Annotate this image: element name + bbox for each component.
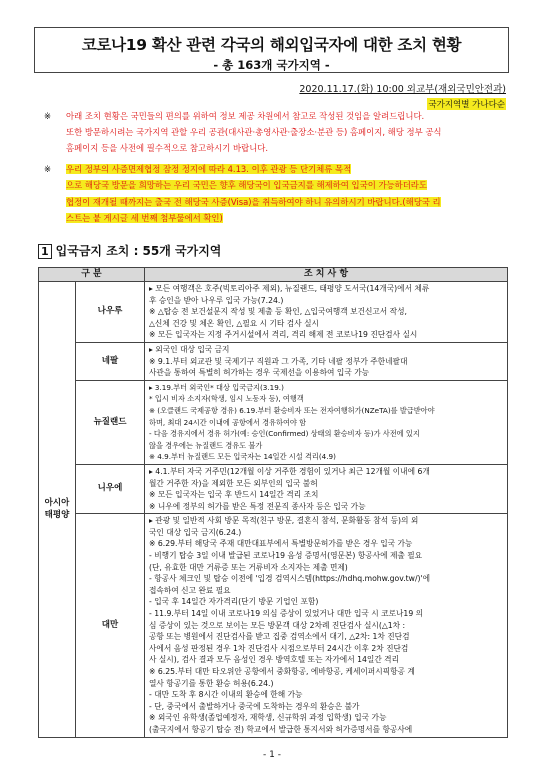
measure-line: * 입시 비자 소지자(학생, 임시 노동자 등), 여행객 bbox=[149, 394, 304, 404]
measure-line: ▸ 관광 및 일반적 사회 방문 목적(친구 방문, 결혼식 참석, 문화활동 참석 등)의 외 bbox=[149, 516, 419, 526]
measure-line: ※ 6.29.부터 해당국 주재 대만대표부에서 특별방문허가를 받은 경우 입국 가능 bbox=[149, 539, 413, 549]
measure-line: ※ 외국인 유학생(졸업예정자, 재학생, 신규학위 과정 입학생) 입국 가능 bbox=[149, 713, 387, 723]
notice-2 bbox=[44, 161, 500, 226]
notice-line: 으로 해당국 방문을 희망하는 우리 국민은 향후 해당국이 입국금지를 해제하여 입국이 가능하더라도 bbox=[66, 180, 427, 191]
notice-line: 스트는 붙 게시글 세 번째 첨부물에서 확인) bbox=[66, 212, 223, 223]
measure-line: ※ 모든 입국자는 지정 주거시설에서 격리, 격리 해제 전 코로나19 진단검사 실시 bbox=[149, 330, 418, 340]
measures-table bbox=[38, 267, 508, 738]
measure-cell bbox=[145, 282, 508, 343]
measure-line: ※ 4.9.부터 뉴질랜드 모든 입국자는 14일간 시설 격리(4.9) bbox=[149, 452, 336, 462]
measure-line: - 11.9.부터 14일 이내 코로나19 의심 증상이 있었거나 대만 입국 시 코로나19 의 bbox=[149, 609, 424, 619]
measure-line: 접속하여 신고 완료 필요 bbox=[149, 585, 231, 595]
measure-line: 심 증상이 있는 것으로 보이는 모든 방문객 대상 2차례 진단검사 실시(△1차 : bbox=[149, 620, 406, 630]
measure-line: ※ 6.25.부터 대만 타오위안 공항에서 중화항공, 에바항공, 케세이퍼시픽항공 계 bbox=[149, 667, 415, 676]
measure-line: ※ 9.1.부터 외교관 및 국제기구 직원과 그 가족, 기타 네팔 정부가 주한네팔대 bbox=[149, 356, 408, 366]
section-number: 1 bbox=[38, 244, 52, 259]
notice-1 bbox=[44, 108, 500, 156]
header-measures: 조 치 사 항 bbox=[145, 268, 508, 282]
country-cell: 나우루 bbox=[76, 282, 145, 343]
table-header-row bbox=[39, 268, 508, 282]
measure-line: ※ (오클랜드 국제공항 경유) 6.19.부터 환승비자 또는 전자여행허가(NZeTA)를 발급받아야 bbox=[149, 405, 435, 415]
measure-line: - 항공사 체크인 및 탑승 이전에 '입경 검역시스템(https://hdhq.mohw.gov.tw/)'에 bbox=[149, 574, 431, 584]
measure-line: 후 승인을 받아 나우루 입국 가능(7.24.) bbox=[149, 295, 284, 305]
table-row bbox=[39, 464, 508, 513]
measure-line: ※ 모든 입국자는 입국 후 반드시 14일간 격리 조치 bbox=[149, 490, 319, 500]
measure-cell bbox=[145, 514, 508, 737]
notice-star: ※ bbox=[44, 111, 52, 121]
measure-line: 하며, 최대 24시간 이내에 공항에서 경유하여야 함 bbox=[149, 417, 307, 427]
section-title: 입국금지 조치 : 55개 국가지역 bbox=[55, 244, 222, 258]
country-cell: 뉴질랜드 bbox=[76, 380, 145, 464]
notice-line: 아래 조치 현황은 국민들의 편의를 위하여 정보 제공 차원에서 참고로 작성된 것임을 알려드립니다. bbox=[66, 111, 425, 121]
measure-line: ▸ 모든 여행객은 호주(빅토리아주 제외), 뉴질랜드, 태평양 도서국(14개국)에서 체류 bbox=[149, 284, 430, 293]
measure-line: ▸ 외국인 대상 입국 금지 bbox=[149, 344, 230, 354]
measure-line: 사관을 통하여 특별히 허가하는 경우 국제선을 이용하여 입국 가능 bbox=[149, 368, 370, 378]
measure-cell bbox=[145, 342, 508, 380]
country-cell: 니우에 bbox=[76, 464, 145, 513]
measure-line: - 단, 중국에서 출발하거나 중국에 도착하는 경우의 환승은 불가 bbox=[149, 701, 360, 711]
region-cell bbox=[39, 282, 76, 738]
notice-star: ※ bbox=[44, 164, 52, 174]
country-cell: 네팔 bbox=[76, 342, 145, 380]
measure-line: 사에서 음성 판정된 경우 1차 진단검사 시점으로부터 24시간 이후 2차 진단검 bbox=[149, 643, 409, 653]
page-subtitle: - 총 163개 국가지역 - bbox=[213, 58, 330, 72]
measure-line: 않을 경우에는 뉴질랜드 경유도 불가 bbox=[149, 440, 263, 450]
notice-line: 또한 방문하시려는 국가지역 관할 우리 공관(대사관·총영사관·출장소·분관 등) 홈페이지, 해당 정부 공식 bbox=[66, 127, 442, 137]
page-number: - 1 - bbox=[263, 750, 281, 760]
notice-line: 협정이 재개될 때까지는 출국 전 해당국 사증(Visa)을 취득하여야 하니 유의하시기 바랍니다.(해당국 리 bbox=[66, 196, 441, 207]
measure-line: - 비행기 탑승 3일 이내 발급된 코로나19 음성 증명서(영문본) 항공사에 제출 필요 bbox=[149, 551, 423, 561]
page-title: 코로나19 확산 관련 각국의 해외입국자에 대한 조치 현황 bbox=[81, 36, 462, 54]
table-row bbox=[39, 282, 508, 343]
header-category: 구 분 bbox=[39, 268, 145, 282]
title-box bbox=[34, 27, 509, 73]
order-note: 국가지역별 가나다순 bbox=[428, 100, 505, 110]
table-row bbox=[39, 342, 508, 380]
measure-line: △신체 건강 및 체온 확인, △필요 시 기타 검사 실시 bbox=[149, 318, 319, 328]
measure-line: 월간 거주한 자)을 제외한 모든 외부인의 입국 불허 bbox=[149, 478, 318, 488]
measure-line: (단, 유효한 대만 거류증 또는 거류비자 소지자는 제출 면제) bbox=[149, 562, 348, 572]
measure-line: (출국지에서 항공기 탑승 전) 학교에서 발급한 통지서와 허가증명서를 항공사에 bbox=[149, 724, 413, 734]
measure-line: ▸ 4.1.부터 자국 거주민(12개월 이상 거주한 경험이 있거나 최근 12개월 이내에 6개 bbox=[149, 466, 430, 476]
measure-cell bbox=[145, 380, 508, 464]
measure-line: 열사 항공기를 통한 환승 허용(6.24.) bbox=[149, 678, 274, 688]
measure-line: - 입국 후 14일간 자가격리(단기 방문 기업인 포함) bbox=[149, 597, 319, 607]
measure-line: - 다음 경유지에서 경유 허가(예: 승인(Confirmed) 상태의 환승비자 등)가 사전에 있지 bbox=[149, 429, 420, 439]
measure-line: 국인 대상 입국 금지(6.24.) bbox=[149, 527, 242, 537]
measure-line: 공항 또는 병원에서 진단검사를 받고 집중 검역소에서 대기, △2차: 1차 진단검 bbox=[149, 632, 410, 642]
measure-line: 사 실시), 검사 결과 모두 음성인 경우 방역호텔 또는 자가에서 14일간 격리 bbox=[149, 655, 400, 665]
table-row bbox=[39, 380, 508, 464]
table-row bbox=[39, 514, 508, 737]
notice-line: 홈페이지 등을 사전에 필수적으로 참고하시기 바랍니다. bbox=[66, 143, 269, 153]
measure-line: - 대만 도착 후 8시간 이내의 환승에 한해 가능 bbox=[149, 690, 303, 700]
measure-line: ※ 니우에 정부의 허가를 받은 특정 전문직 종사자 등은 입국 가능 bbox=[149, 501, 366, 511]
measure-line: ▸ 3.19.부터 외국인* 대상 입국금지(3.19.) bbox=[149, 382, 284, 392]
measure-cell bbox=[145, 464, 508, 513]
region-label: 아시아 태평양 bbox=[44, 498, 70, 521]
country-cell: 대만 bbox=[76, 514, 145, 737]
section-heading bbox=[38, 242, 221, 259]
notice-line: 우리 정부의 사증면제협정 잠정 정지에 따라 4.13. 이후 관광 등 단기체류 목적 bbox=[66, 164, 352, 174]
date-line: 2020.11.17.(화) 10:00 외교부(재외국민안전과) bbox=[299, 84, 506, 95]
measure-line: ※ △탑승 전 보건설문지 작성 및 제출 등 확인, △입국여행객 보건신고서 작성, bbox=[149, 307, 407, 317]
